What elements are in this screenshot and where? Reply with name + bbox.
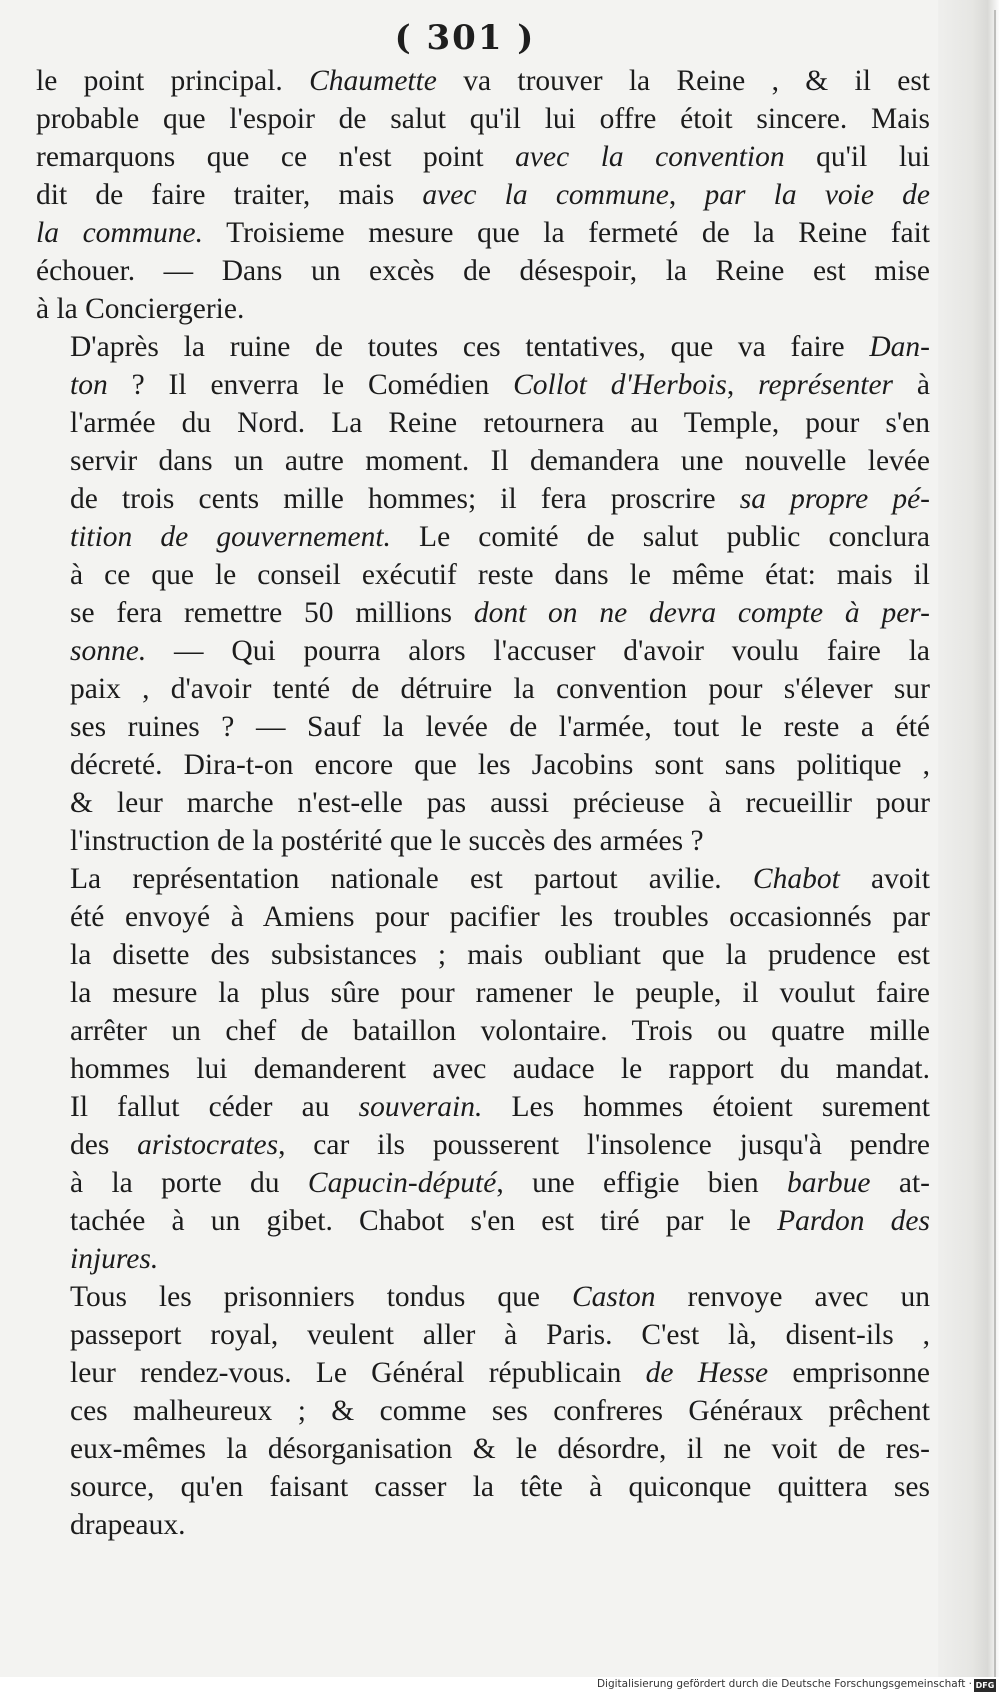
text-line [36, 1012, 930, 1050]
italic-text: sonne. [70, 635, 147, 667]
paragraph [36, 860, 930, 1278]
text-line [36, 62, 930, 100]
italic-text: Capucin-député [307, 1167, 497, 1199]
italic-text: Chaumette [309, 65, 437, 97]
text-segment: , [726, 369, 759, 401]
text-line [36, 404, 930, 442]
text-line [36, 822, 930, 860]
text-line [36, 176, 930, 214]
italic-text: ton [70, 369, 108, 401]
text-segment: le point principal. [36, 65, 310, 97]
text-segment: probable que l'espoir de salut qu'il lui offre étoit sincere. Mais [36, 103, 930, 135]
italic-text: par la voie de [704, 179, 931, 211]
italic-text: avec la commune [422, 179, 669, 211]
text-segment: , car ils pousserent l'insolence jusqu'à pendre [278, 1129, 930, 1161]
text-line [36, 480, 930, 518]
text-segment: qu'il lui [784, 141, 930, 173]
text-line [36, 1430, 930, 1468]
text-line [36, 214, 930, 252]
text-segment: ces malheureux ; & comme ses confreres Généraux prêchent [70, 1395, 930, 1427]
paragraph [36, 328, 930, 860]
text-line [36, 100, 930, 138]
text-segment: des [70, 1129, 138, 1161]
text-segment: emprisonne [768, 1357, 931, 1389]
text-segment: hommes lui demanderent avec audace le rapport du mandat. [70, 1053, 930, 1085]
text-segment: à la porte du [70, 1167, 308, 1199]
text-line [36, 1316, 930, 1354]
text-line [36, 556, 930, 594]
text-segment: leur rendez-vous. Le Général républicain [70, 1357, 646, 1389]
text-line [36, 1278, 930, 1316]
text-line [36, 1050, 930, 1088]
italic-text: avec la convention [515, 141, 785, 173]
text-line [36, 632, 930, 670]
text-segment: Tous les prisonniers tondus que [70, 1281, 572, 1313]
text-segment: ses ruines ? — Sauf la levée de l'armée, tout le reste a été [70, 711, 930, 743]
text-line [36, 974, 930, 1012]
italic-text: aristocrates [137, 1129, 279, 1161]
text-segment: at- [870, 1167, 930, 1199]
text-segment: , une effigie bien [496, 1167, 787, 1199]
text-line [36, 594, 930, 632]
text-segment: renvoye avec un [655, 1281, 931, 1313]
text-line [36, 366, 930, 404]
text-segment: se fera remettre 50 millions [70, 597, 474, 629]
text-segment: servir dans un autre moment. Il demandera une nouvelle levée [70, 445, 930, 477]
text-segment: à ce que le conseil exécutif reste dans le même état: mais il [70, 559, 930, 591]
text-segment: source, qu'en faisant casser la tête à quiconque quittera ses [70, 1471, 930, 1503]
funding-notice: Digitalisierung gefördert durch die Deutsche Forschungsgemeinschaft · [596, 1678, 972, 1690]
text-line [36, 1240, 930, 1278]
footer [0, 1677, 1000, 1695]
text-line [36, 518, 930, 556]
text-segment: tachée à un gibet. Chabot s'en est tiré par le [70, 1205, 778, 1237]
text-segment: décreté. Dira-t-on encore que les Jacobins sont sans politique , [70, 749, 930, 781]
text-line [36, 898, 930, 936]
italic-text: Dan- [869, 331, 930, 363]
page-edge-shadow [938, 0, 1000, 1695]
page-edge-line [994, 10, 996, 1685]
text-line [36, 708, 930, 746]
text-segment: Les hommes étoient surement [482, 1091, 930, 1123]
text-line [36, 328, 930, 366]
body-text [36, 62, 930, 1544]
text-line [36, 1506, 930, 1544]
text-line [36, 1392, 930, 1430]
italic-text: de Hesse [645, 1357, 769, 1389]
text-line [36, 442, 930, 480]
text-segment: passeport royal, veulent aller à Paris. C'est là, disent-ils , [70, 1319, 930, 1351]
italic-text: injures. [70, 1243, 159, 1275]
text-segment: arrêter un chef de bataillon volontaire. Trois ou quatre mille [70, 1015, 930, 1047]
text-line [36, 290, 930, 328]
text-segment: avoit [839, 863, 930, 895]
text-line [36, 1088, 930, 1126]
text-line [36, 1354, 930, 1392]
text-segment: de trois cents mille hommes; il fera proscrire [70, 483, 740, 515]
text-line [36, 746, 930, 784]
text-line [36, 1468, 930, 1506]
text-segment: été envoyé à Amiens pour pacifier les troubles occasionnés par [70, 901, 930, 933]
italic-text: sa propre pé- [739, 483, 930, 515]
text-line [36, 1126, 930, 1164]
text-line [36, 784, 930, 822]
text-line [36, 138, 930, 176]
text-segment: va trouver la Reine , & il est [436, 65, 930, 97]
text-segment: & leur marche n'est-elle pas aussi précieuse à recueillir pour [70, 787, 930, 819]
text-segment: Il fallut céder au [70, 1091, 359, 1123]
text-segment: La représentation nationale est partout avilie. [70, 863, 753, 895]
italic-text: Chabot [752, 863, 840, 895]
text-line [36, 1164, 930, 1202]
text-line [36, 1202, 930, 1240]
text-segment: , [668, 179, 705, 211]
text-line [36, 860, 930, 898]
text-segment: échouer. — Dans un excès de désespoir, la Reine est mise [36, 255, 930, 287]
text-line [36, 670, 930, 708]
page-number: ( 301 ) [394, 18, 536, 58]
italic-text: barbue [786, 1167, 871, 1199]
italic-text: Pardon des [777, 1205, 930, 1237]
text-segment: Le comité de salut public conclura [390, 521, 931, 553]
text-segment: à [893, 369, 931, 401]
italic-text: Collot d'Herbois [513, 369, 727, 401]
italic-text: la commune. [36, 217, 203, 249]
italic-text: dont on ne devra compte à per- [473, 597, 931, 629]
text-segment: — Qui pourra alors l'accuser d'avoir voulu faire la [146, 635, 930, 667]
text-segment: ? Il enverra le Comédien [107, 369, 514, 401]
paragraph [36, 62, 930, 328]
text-segment: dit de faire traiter, mais [36, 179, 423, 211]
text-segment: Troisieme mesure que la fermeté de la Reine fait [203, 217, 931, 249]
text-segment: la disette des subsistances ; mais oubliant que la prudence est [70, 939, 930, 971]
text-segment: à la Conciergerie. [36, 293, 245, 325]
text-segment: drapeaux. [70, 1509, 186, 1541]
text-line [36, 252, 930, 290]
text-segment: la mesure la plus sûre pour ramener le peuple, il voulut faire [70, 977, 930, 1009]
text-segment: l'armée du Nord. La Reine retournera au Temple, pour s'en [70, 407, 930, 439]
text-line [36, 936, 930, 974]
text-segment: eux-mêmes la désorganisation & le désordre, il ne voit de res- [70, 1433, 930, 1465]
italic-text: représenter [758, 369, 894, 401]
paragraph [36, 1278, 930, 1544]
text-segment: remarquons que ce n'est point [36, 141, 516, 173]
dfg-logo: DFG [975, 1681, 995, 1690]
text-segment: paix , d'avoir tenté de détruire la convention pour s'élever sur [70, 673, 930, 705]
italic-text: souverain. [358, 1091, 483, 1123]
italic-text: Caston [571, 1281, 656, 1313]
italic-text: tition de gouvernement. [70, 521, 391, 553]
text-segment: l'instruction de la postérité que le succès des armées ? [70, 825, 704, 857]
text-segment: D'après la ruine de toutes ces tentatives, que va faire [70, 331, 870, 363]
